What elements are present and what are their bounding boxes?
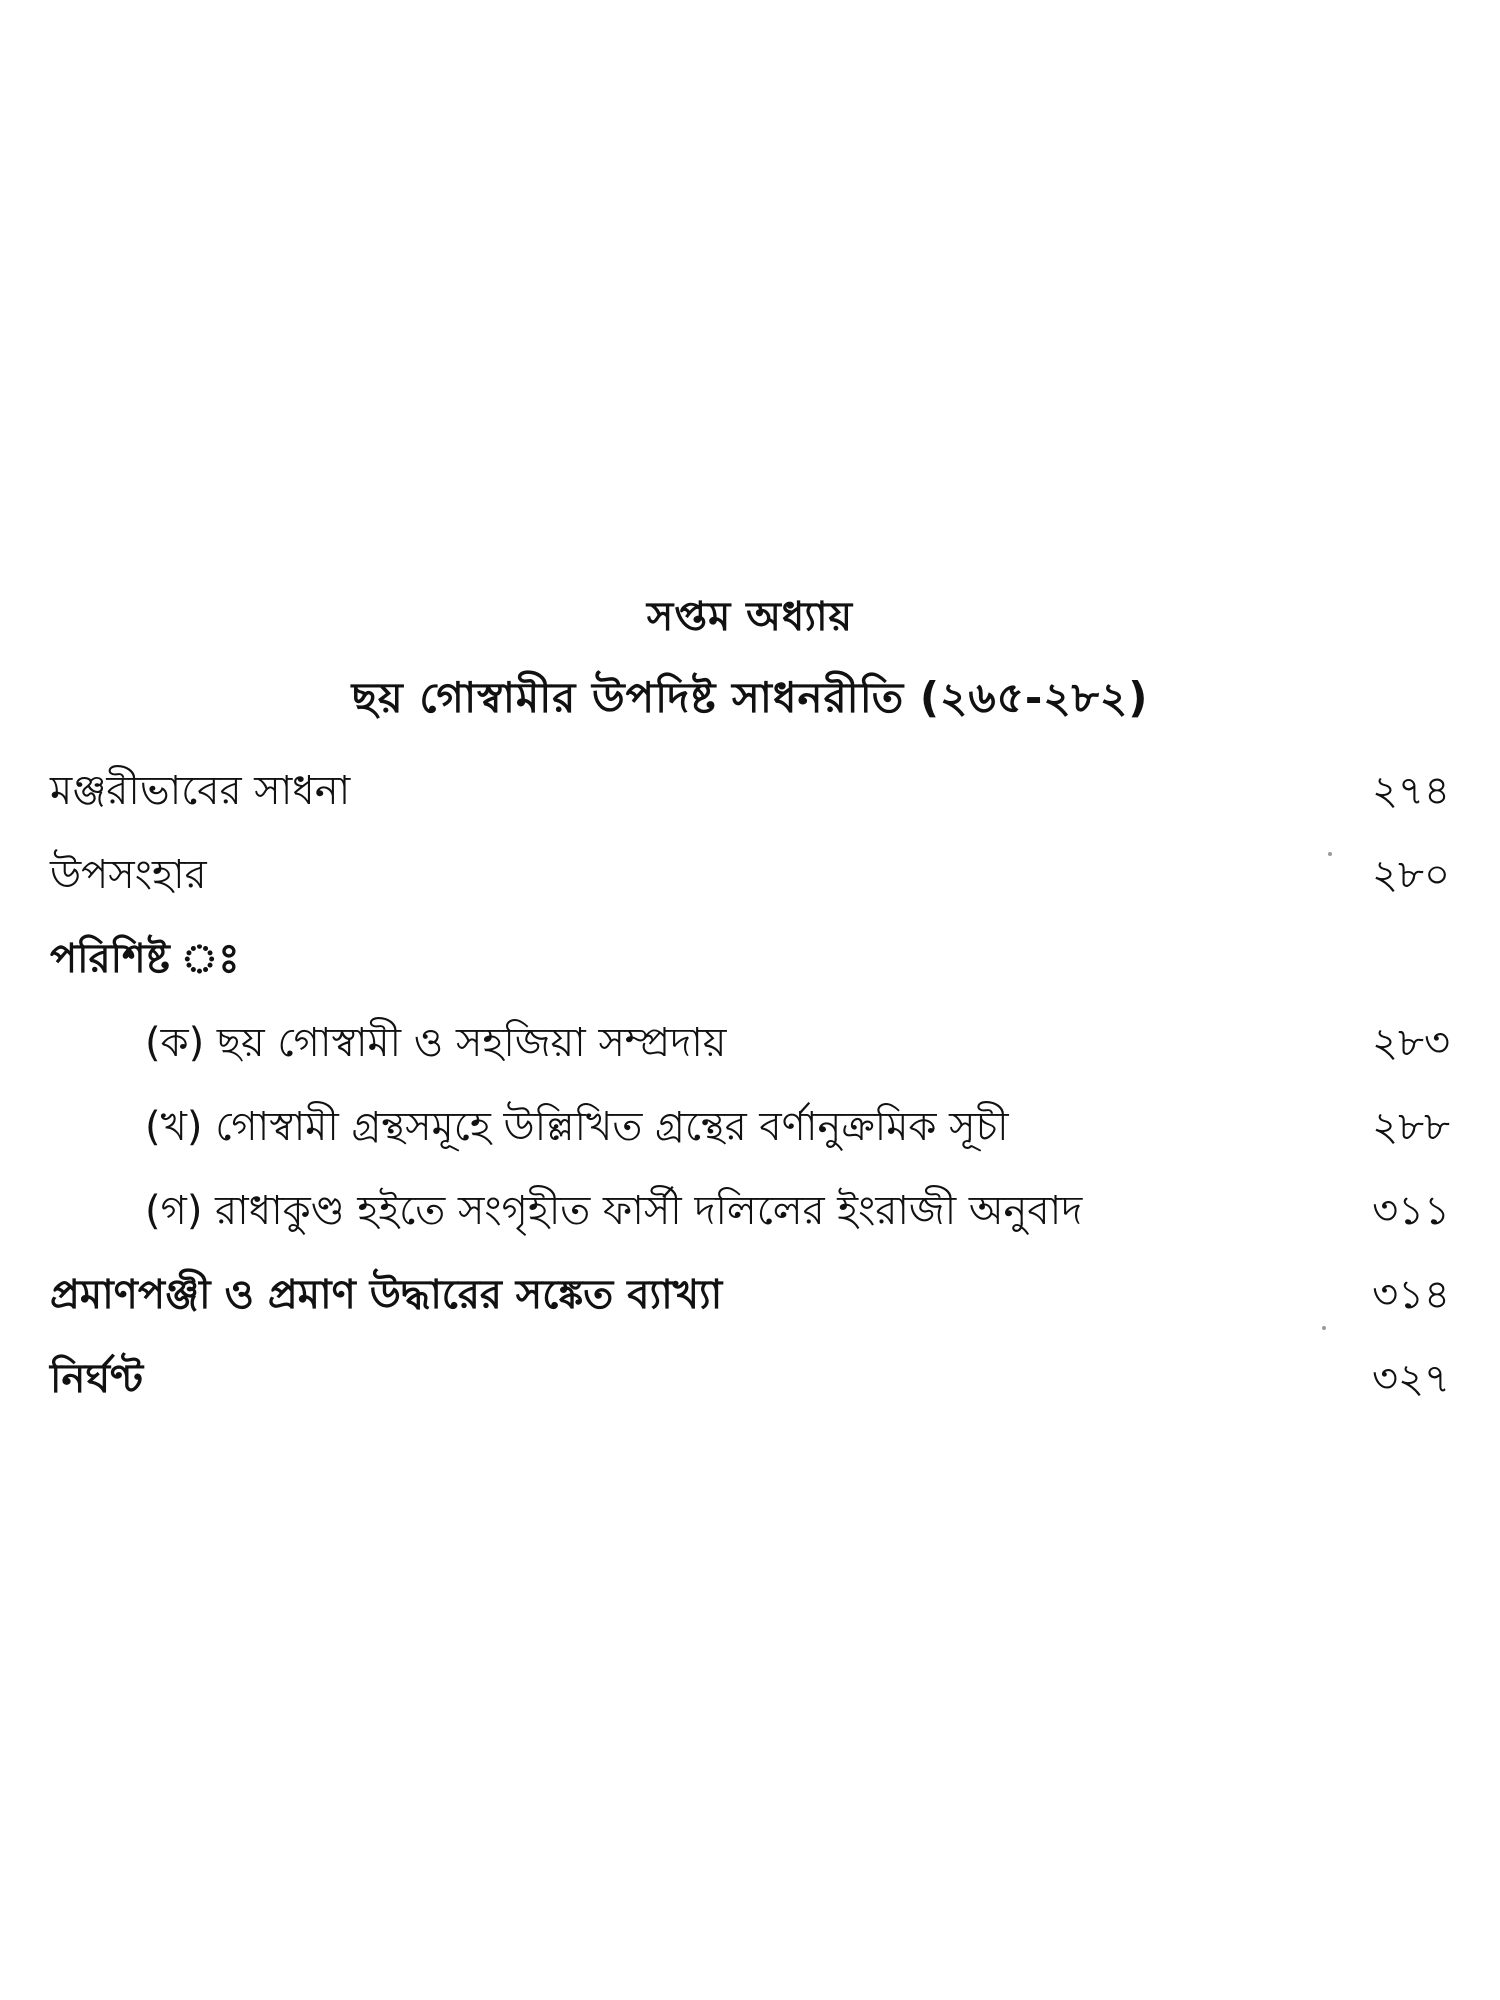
- table-of-contents: [50, 750, 1450, 1422]
- toc-entry-index: [50, 1338, 1450, 1422]
- toc-entry-conclusion: [50, 834, 1450, 918]
- paper-speck: [1322, 1326, 1326, 1330]
- toc-page-number: ২৭৪: [1372, 767, 1450, 814]
- toc-entry-label: (খ) গোস্বামী গ্রন্থসমূহে উল্লিখিত গ্রন্থের বর্ণানুক্রমিক সূচী: [145, 1103, 1009, 1150]
- toc-entry-manjari: [50, 750, 1450, 834]
- toc-entry-label: পরিশিষ্ট ঃ: [50, 935, 240, 982]
- toc-entry-appendix-ka: [50, 1002, 1450, 1086]
- chapter-number-heading: সপ্তম অধ্যায়: [646, 594, 854, 640]
- toc-entry-label: (ক) ছয় গোস্বামী ও সহজিয়া সম্প্রদায়: [145, 1019, 727, 1066]
- toc-entry-label: (গ) রাধাকুণ্ড হইতে সংগৃহীত ফার্সী দলিলের ইংরাজী অনুবাদ: [145, 1187, 1083, 1234]
- toc-entry-bibliography: [50, 1254, 1450, 1338]
- toc-page-number: ৩১৪: [1372, 1271, 1450, 1318]
- toc-page-number: ২৮৮: [1372, 1103, 1450, 1150]
- toc-page-number: ২৮০: [1372, 851, 1450, 898]
- toc-entry-appendix-kha: [50, 1086, 1450, 1170]
- paper-speck: [1328, 852, 1332, 856]
- toc-entry-label: প্রমাণপঞ্জী ও প্রমাণ উদ্ধারের সঙ্কেত ব্যাখ্যা: [50, 1271, 723, 1318]
- toc-entry-label: উপসংহার: [50, 851, 207, 898]
- chapter-title-heading: ছয় গোস্বামীর উপদিষ্ট সাধনরীতি (২৬৫-২৮২): [351, 673, 1149, 722]
- toc-page-number: ২৮৩: [1372, 1019, 1450, 1066]
- toc-entry-label: মঞ্জরীভাবের সাধনা: [50, 767, 351, 814]
- toc-entry-label: নির্ঘণ্ট: [50, 1355, 144, 1402]
- toc-entry-appendix: [50, 918, 1450, 1002]
- toc-entry-appendix-ga: [50, 1170, 1450, 1254]
- toc-page-number: ৩২৭: [1371, 1355, 1450, 1402]
- toc-page-number: ৩১১: [1372, 1187, 1450, 1234]
